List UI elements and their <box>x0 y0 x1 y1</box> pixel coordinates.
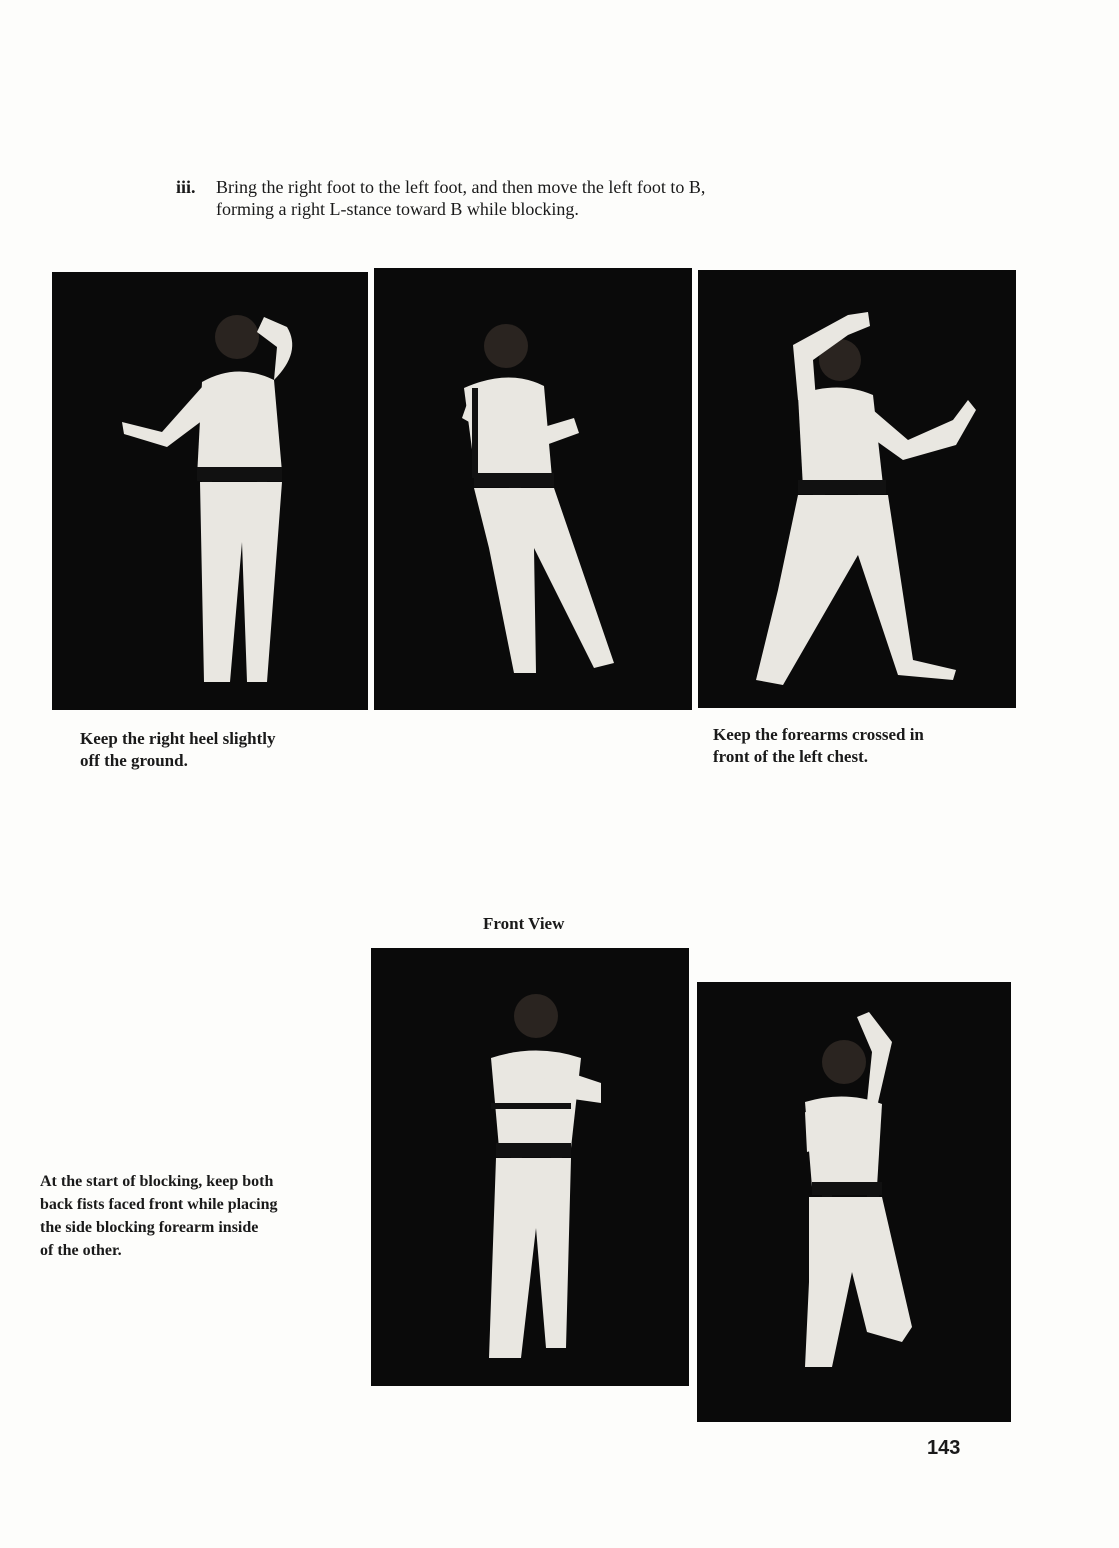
caption-forearms <box>713 724 924 768</box>
caption-line: Keep the right heel slightly <box>80 729 276 748</box>
figure-illustration <box>697 982 1011 1422</box>
caption-line: off the ground. <box>80 751 188 770</box>
caption-line: front of the left chest. <box>713 747 869 766</box>
front-view-label: Front View <box>483 914 565 933</box>
figure-illustration <box>698 270 1016 708</box>
caption-heel <box>80 728 275 772</box>
photo-step-2 <box>374 268 692 710</box>
photo-front-1 <box>371 948 689 1386</box>
figure-illustration <box>52 272 368 710</box>
step-instruction <box>176 176 936 220</box>
caption-line: the side blocking forearm inside <box>40 1219 259 1236</box>
page-number: 143 <box>927 1437 961 1459</box>
step-text-line-2: forming a right L-stance toward B while blocking. <box>216 199 579 219</box>
step-number: iii. <box>176 177 196 197</box>
photo-front-2 <box>697 982 1011 1422</box>
caption-line: At the start of blocking, keep both <box>40 1173 274 1190</box>
figure-illustration <box>374 268 692 710</box>
caption-line: back fists faced front while placing <box>40 1196 278 1213</box>
photo-step-3 <box>698 270 1016 708</box>
caption-line: of the other. <box>40 1242 122 1259</box>
photo-step-1 <box>52 272 368 710</box>
caption-line: Keep the forearms crossed in <box>713 725 924 744</box>
step-text-line-1: Bring the right foot to the left foot, and then move the left foot to B, <box>216 177 706 197</box>
figure-illustration <box>371 948 689 1386</box>
caption-start-blocking <box>40 1170 277 1262</box>
